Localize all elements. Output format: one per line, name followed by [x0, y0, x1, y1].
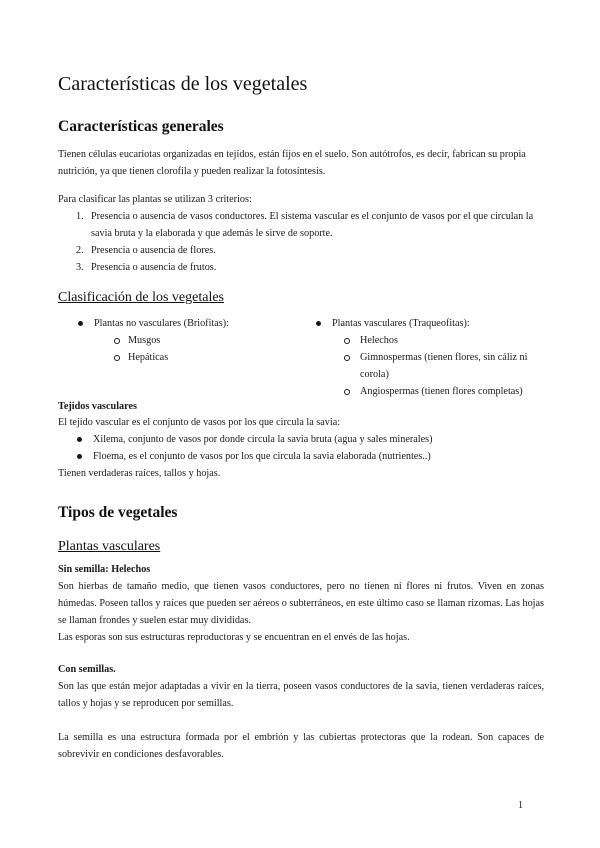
circle-bullet-icon [114, 355, 120, 361]
subsection-heading-vasculares: Plantas vasculares [58, 539, 161, 554]
sub-item [58, 349, 308, 366]
criterio-item [58, 242, 544, 259]
vasculares-label: Plantas vasculares (Traqueofitas): [332, 318, 470, 329]
circle-bullet-icon [344, 389, 350, 395]
semilla-definition: La semilla es una estructura formada por el embrión y las cubiertas protectoras que la rodean. Son capaces de sobrevivir en condiciones desfavorables. [58, 732, 544, 760]
tejido-item [58, 431, 544, 448]
criterio-number: 1. [76, 211, 84, 222]
sub-item-text: corola) [360, 369, 389, 380]
criterio-item [58, 259, 544, 276]
criterio-text: Presencia o ausencia de frutos. [91, 262, 217, 273]
sub-item-text: Angiospermas (tienen flores completas) [360, 386, 523, 397]
criterio-item [58, 208, 544, 242]
bullet-icon [78, 321, 83, 326]
section-heading-tipos: Tipos de vegetales [58, 504, 178, 521]
page-title: Características de los vegetales [58, 73, 308, 95]
sub-item-continuation [296, 366, 546, 383]
no-vasculares-label: Plantas no vasculares (Briofitas): [94, 318, 229, 329]
bullet-icon [316, 321, 321, 326]
sin-semilla-esporas: Las esporas son sus estructuras reproductoras y se encuentran en el envés de las hojas. [58, 632, 410, 643]
sin-semilla-paragraph: Son hierbas de tamaño medio, que tienen vasos conductores, pero no tienen ni flores ni frutos. Viven en zonas húmedas. Poseen tallos y raíces que pueden ser aéreos o subterráneos, en este último caso se llaman rizomas. Las hojas se llaman frondes y suelen estar muy divididas. [58, 581, 544, 626]
criterios-intro: Para clasificar las plantas se utilizan 3 criterios: [58, 194, 252, 205]
criterio-number: 3. [76, 262, 84, 273]
page-number: 1 [518, 800, 523, 811]
criterio-text: Presencia o ausencia de flores. [91, 245, 216, 256]
tejido-item [58, 448, 544, 465]
con-semilla-paragraph: Son las que están mejor adaptadas a vivir en la tierra, poseen vasos conductores de la savia, tienen verdaderas raíces, tallos y hojas y se reproducen por semillas. [58, 681, 544, 709]
sub-item-text: Helechos [360, 335, 398, 346]
bullet-icon [77, 454, 82, 459]
section-heading-generales: Características generales [58, 118, 224, 135]
circle-bullet-icon [344, 338, 350, 344]
no-vasculares-column [58, 315, 308, 366]
criterio-text: Presencia o ausencia de vasos conductores. El sistema vascular es el conjunto de vasos por el que circulan la savia bruta y la elaborada y que además le sirve de soporte. [91, 211, 534, 239]
tejidos-intro: El tejido vascular es el conjunto de vasos por los que circula la savia: [58, 417, 341, 428]
sub-item [296, 349, 546, 366]
circle-bullet-icon [114, 338, 120, 344]
bullet-icon [77, 437, 82, 442]
vasculares-label-item [296, 315, 546, 332]
tejidos-list [58, 431, 544, 465]
no-vasculares-label-item [58, 315, 308, 332]
tejidos-heading: Tejidos vasculares [58, 401, 137, 412]
sub-item-text: Gimnospermas (tienen flores, sin cáliz ni [360, 352, 528, 363]
tejido-text: Xilema, conjunto de vasos por donde circula la savia bruta (agua y sales minerales) [93, 434, 433, 445]
section-heading-clasificacion: Clasificación de los vegetales [58, 290, 224, 305]
criterios-list [58, 208, 544, 276]
sin-semilla-heading: Sin semilla: Helechos [58, 564, 151, 575]
sub-item [296, 332, 546, 349]
sub-item-text: Hepáticas [128, 352, 169, 363]
con-semilla-heading: Con semillas. [58, 664, 116, 675]
sub-item-text: Musgos [128, 335, 161, 346]
vasculares-column [296, 315, 546, 400]
tejido-text: Floema, es el conjunto de vasos por los que circula la savia elaborada (nutrientes..) [93, 451, 431, 462]
circle-bullet-icon [344, 355, 350, 361]
sub-item [58, 332, 308, 349]
generales-intro: Tienen células eucariotas organizadas en tejidos, están fijos en el suelo. Son autótrofos, es decir, fabrican su propia nutrición, ya que tienen clorofila y pueden realizar la fotosíntesis. [58, 149, 526, 177]
tejidos-outro: Tienen verdaderas raíces, tallos y hojas. [58, 468, 221, 479]
criterio-number: 2. [76, 245, 84, 256]
